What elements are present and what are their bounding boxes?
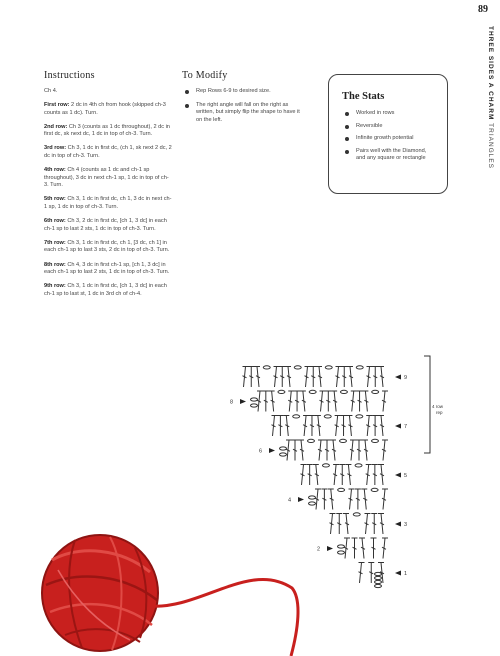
running-head-chapter: THREE SIDES A CHARM <box>487 26 494 121</box>
chain-stitch <box>278 390 285 393</box>
step-text: Ch 3, 1 dc in first dc, ch 1, 3 dc in next ch-1 sp, 1 dc in top of ch-3. Turn. <box>44 196 172 211</box>
row-arrow <box>395 424 401 429</box>
chain-stitch <box>325 366 332 369</box>
row-arrow <box>395 473 401 478</box>
row-arrow <box>395 375 401 380</box>
row-arrow <box>269 448 275 453</box>
step-text: Ch 4 (counts as 1 dc and ch-1 sp throughout), 3 dc in next ch-1 sp, 1 dc in top of ch-3. Turn. <box>44 167 169 189</box>
chain-stitch <box>356 366 363 369</box>
chain-stitch <box>251 398 258 401</box>
instructions-heading: Instructions <box>44 70 95 81</box>
stats-heading: The Stats <box>342 91 385 102</box>
row-arrow <box>240 399 246 404</box>
stats-item: Worked in rows <box>342 110 435 118</box>
row-number: 2 <box>317 546 321 553</box>
chain-stitch <box>372 390 379 393</box>
chain-stitch <box>251 404 258 407</box>
repeat-label: rep <box>436 410 443 415</box>
chain-stitch <box>375 572 382 575</box>
step-text: Ch 3 (counts as 1 dc throughout), 2 dc in first dc, sk next dc, 1 dc in top of ch-3. Turn. <box>44 123 170 138</box>
chain-stitch <box>353 513 360 516</box>
row-number: 8 <box>230 399 234 406</box>
modify-item: The right angle will fall on the right as written, but simply flip the shape to have it on the left. <box>182 102 300 125</box>
step-label: 4th row: <box>44 167 66 174</box>
row-number: 6 <box>259 448 263 455</box>
chain-stitch <box>338 545 345 548</box>
step-label: 5th row: <box>44 196 66 203</box>
chain-stitch <box>371 488 378 491</box>
page-number: 89 <box>478 4 488 15</box>
step-label: First row: <box>44 102 70 109</box>
row-number: 4 <box>288 497 292 504</box>
chain-stitch <box>309 502 316 505</box>
step-text: 2 dc in 4th ch from hook (skipped ch-3 counts as 1 dc). Turn. <box>44 102 166 116</box>
step-label: 7th row: <box>44 239 66 246</box>
step-text: Ch 3, 1 dc in first dc, [ch 1, 3 dc] in each ch-1 sp to last st, 1 dc in 3rd ch of ch-4. <box>44 283 167 297</box>
modify-heading: To Modify <box>182 70 228 81</box>
chain-stitch <box>324 415 331 418</box>
modify-item: Rep Rows 6-9 to desired size. <box>182 88 300 96</box>
step-label: 9th row: <box>44 283 66 290</box>
chain-stitch <box>375 584 382 587</box>
running-head-section: TRIANGLES <box>487 123 494 170</box>
chain-stitch <box>338 551 345 554</box>
chain-stitch <box>308 439 315 442</box>
chain-stitch <box>280 453 287 456</box>
stats-item: Reversible <box>342 123 435 131</box>
chain-stitch <box>375 580 382 583</box>
chain-stitch <box>322 464 329 467</box>
step-label: 3rd row: <box>44 145 67 152</box>
chain-stitch <box>338 488 345 491</box>
chain-stitch <box>263 366 270 369</box>
row-arrow <box>298 497 304 502</box>
chain-stitch <box>280 447 287 450</box>
step-label: 8th row: <box>44 261 66 268</box>
row-number: 5 <box>404 473 408 479</box>
chain-stitch <box>309 390 316 393</box>
row-arrow <box>395 522 401 527</box>
chain-stitch <box>340 390 347 393</box>
chain-stitch <box>294 366 301 369</box>
row-number: 1 <box>404 571 408 577</box>
step-text: Ch 4, 3 dc in first ch-1 sp, [ch 1, 3 dc] in each ch-1 sp to last 2 sts, 1 dc in top of ch-3. Turn. <box>44 261 170 276</box>
stats-item: Infinite growth potential <box>342 135 435 143</box>
step-text: Ch 3, 1 dc in first dc, ch 1, [3 dc, ch 1] in each ch-1 sp to last 3 sts, 2 dc in top of ch-3. Turn. <box>44 239 170 254</box>
repeat-bracket <box>424 356 430 453</box>
chain-stitch <box>309 496 316 499</box>
yarn-ball-illustration <box>42 535 298 656</box>
stats-item: Pairs well with the Diamond, and any square or rectangle <box>342 148 435 163</box>
chain-stitch <box>356 415 363 418</box>
step-text: Ch 3, 2 dc in first dc, [ch 1, 3 dc] in each ch-1 sp to last 2 sts, 1 dc in top of ch-3. Turn. <box>44 218 167 232</box>
chain-stitch <box>355 464 362 467</box>
repeat-label: 4 row <box>432 404 444 409</box>
row-arrow <box>327 546 333 551</box>
row-number: 9 <box>404 375 408 381</box>
step-label: 6th row: <box>44 218 66 225</box>
row-number: 7 <box>404 424 408 430</box>
step-text: Ch 4. <box>44 88 58 94</box>
row-number: 3 <box>404 522 408 528</box>
chain-stitch <box>340 439 347 442</box>
crochet-chart <box>230 356 444 588</box>
chain-stitch <box>375 576 382 579</box>
chain-stitch <box>293 415 300 418</box>
row-arrow <box>395 571 401 576</box>
chain-stitch <box>372 439 379 442</box>
step-label: 2nd row: <box>44 123 68 130</box>
step-text: Ch 3, 1 dc in first dc, (ch 1, sk next 2 dc, 2 dc in top of ch-3. Turn. <box>44 145 172 160</box>
